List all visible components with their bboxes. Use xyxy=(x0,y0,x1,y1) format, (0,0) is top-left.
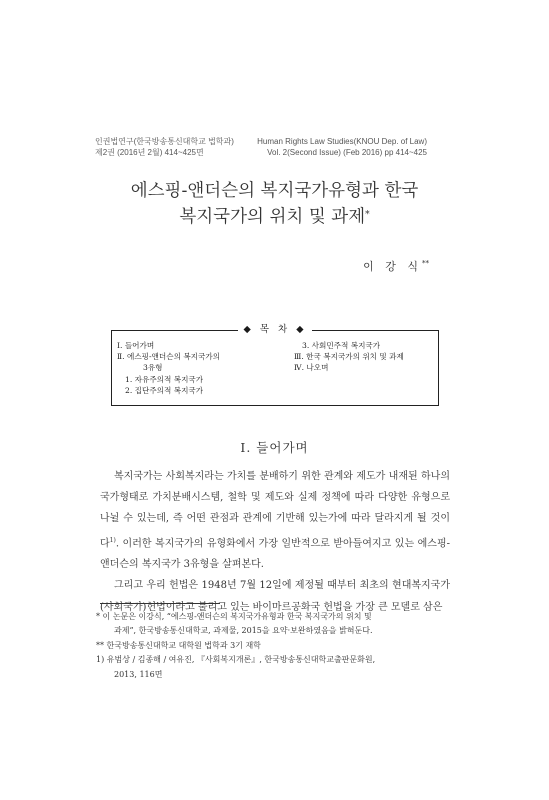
title-line-2: 복지국가의 위치 및 과제* xyxy=(179,207,370,227)
footnote-ref: 1) xyxy=(109,536,116,544)
toc-item: Ⅲ. 한국 복지국가의 위치 및 과제 xyxy=(294,352,404,362)
journal-name-korean: 인권법연구(한국방송통신대학교 법학과) xyxy=(95,137,234,146)
toc-title: ◆ 목 차 ◆ xyxy=(112,324,438,335)
running-header-right xyxy=(257,136,427,158)
title-footnote-mark: * xyxy=(365,210,370,220)
paper-title xyxy=(0,178,549,230)
body-text xyxy=(100,466,450,618)
footnote-line: 과제”, 한국방송통신대학교, 과제물, 2015을 요약·보완하였음을 밝혀둔다. xyxy=(114,626,373,636)
issue-info-korean: 제2권 (2016년 2월) 414~425면 xyxy=(95,148,204,157)
toc-item: 2. 집단주의적 복지국가 xyxy=(125,385,204,395)
toc-item: Ⅰ. 들어가며 xyxy=(117,341,155,350)
paragraph: 복지국가는 사회복지라는 가치를 분배하기 위한 관계와 제도가 내재된 하나의 국가형태로 가치분배시스템, 철학 및 제도와 실제 정책에 따라 다양한 유형으로 나뉠 수 있는데, 즉 어떤 관점과 관계에 기반해 있는가에 따라 달라지게 될 것이다$^{1)}$. 이러한 복지국가의 유형화에서 가장 일반적으로 받아들여지고 있는 에스핑-앤더슨의 복지국가 3유형을 살펴본다. xyxy=(100,471,450,571)
issue-info-english: Vol. 2(Second Issue) (Feb 2016) pp 414~425 xyxy=(267,148,427,157)
toc-item: 3. 사회민주적 복지국가 xyxy=(302,341,381,350)
toc-item: 3유형 xyxy=(143,363,163,373)
title-line-1: 에스핑-앤더슨의 복지국가유형과 한국 xyxy=(130,181,419,201)
paragraph: 그리고 우리 헌법은 1948년 7월 12일에 제정될 때부터 최초의 현대복지국가(사회국가)헌법이라고 불리고 있는 바이마르공화국 헌법을 가장 큰 모델로 삼은 xyxy=(100,580,450,613)
footnote-line: 1) 유범상 / 김종해 / 여유진, 『사회복지개론』, 한국방송통신대학교출판문화원, xyxy=(96,655,376,665)
footnote-line: 2013, 116면 xyxy=(114,669,163,679)
toc-column-left xyxy=(117,340,220,396)
table-of-contents xyxy=(111,324,439,406)
footnotes xyxy=(96,610,452,682)
footnote-line: ** 한국방송통신대학교 대학원 법학과 3기 재학 xyxy=(96,640,261,650)
author-name: 이 강 식** xyxy=(363,259,429,273)
journal-name-english: Human Rights Law Studies(KNOU Dep. of Law) xyxy=(257,137,427,146)
toc-item: Ⅱ. 에스핑-앤더슨의 복지국가의 xyxy=(117,352,220,362)
footnote-divider xyxy=(100,603,220,604)
toc-item: Ⅳ. 나오며 xyxy=(294,363,329,373)
section-heading: Ⅰ. 들어가며 xyxy=(240,440,309,455)
author-footnote-mark: ** xyxy=(422,259,429,268)
footnote-line: * 이 논문은 이강식, “에스핑-앤더슨의 복지국가유형과 한국 복지국가의 위치 및 xyxy=(96,612,372,621)
running-header-left xyxy=(95,136,234,158)
toc-column-right xyxy=(294,340,404,374)
toc-item: 1. 자유주의적 복지국가 xyxy=(125,374,204,384)
